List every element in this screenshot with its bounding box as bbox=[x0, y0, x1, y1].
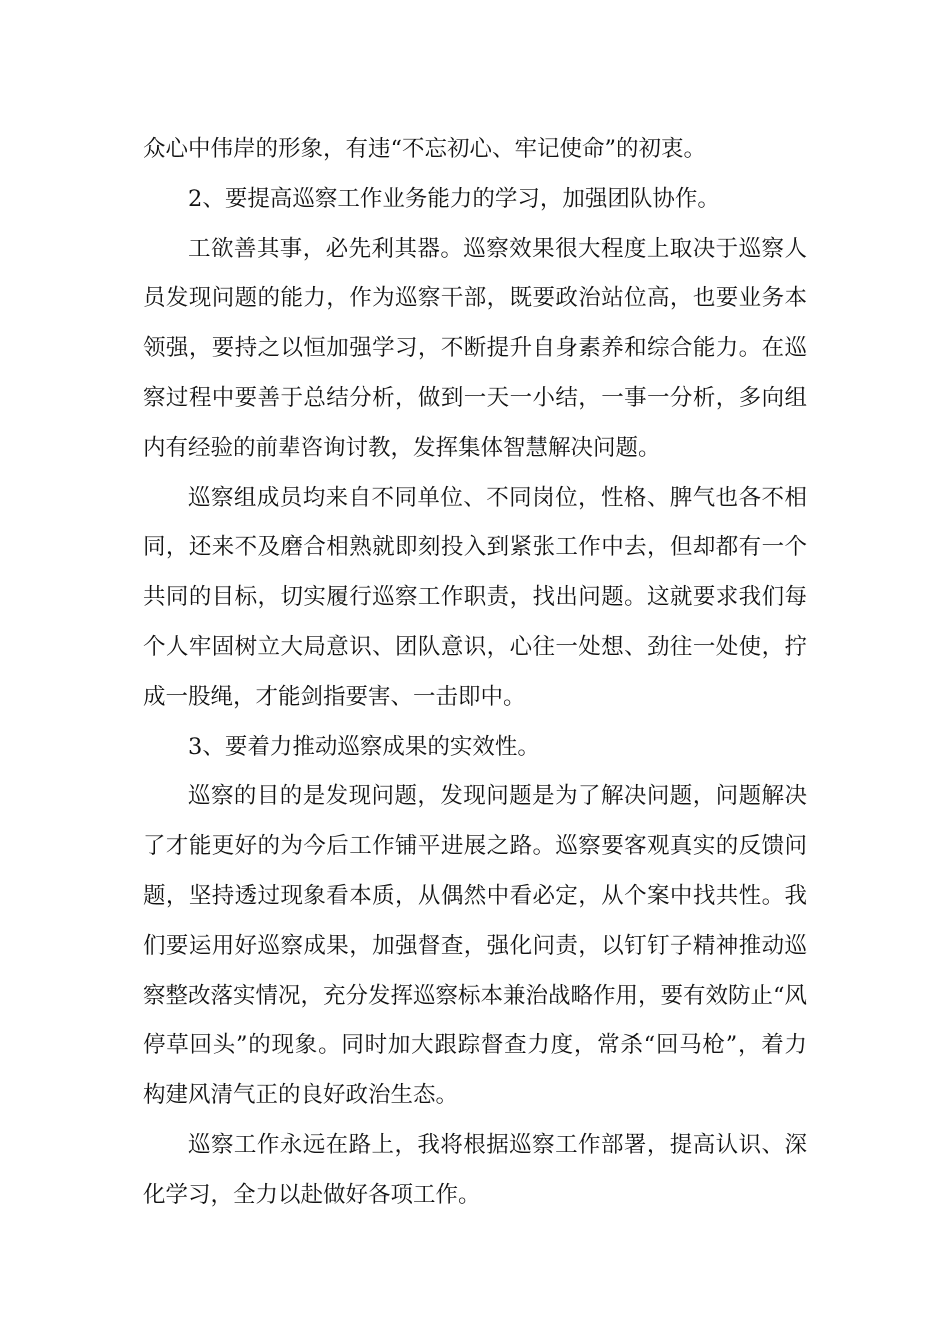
paragraph-4: 巡察组成员均来自不同单位、不同岗位，性格、脾气也各不相同，还来不及磨合相熟就即刻投入到紧张工作中去，但却都有一个共同的目标，切实履行巡察工作职责，找出问题。这就要求我们每个人牢固树立大局意识、团队意识，心往一处想、劲往一处使，拧成一股绳，才能剑指要害、一击即中。 bbox=[143, 484, 807, 710]
paragraph-6: 巡察的目的是发现问题，发现问题是为了解决问题，问题解决了才能更好的为今后工作铺平进展之路。巡察要客观真实的反馈问题，坚持透过现象看本质，从偶然中看必定，从个案中找共性。我们要运用好巡察成果，加强督查，强化问责，以钉钉子精神推动巡察整改落实情况，充分发挥巡察标本兼治战略作用，要有效防止“风停草回头”的现象。同时加大跟踪督查力度，常杀“回马枪”，着力构建风清气正的良好政治生态。 bbox=[143, 783, 808, 1109]
paragraph-3: 工欲善其事，必先利其器。巡察效果很大程度上取决于巡察人员发现问题的能力，作为巡察干部，既要政治站位高，也要业务本领强，要持之以恒加强学习，不断提升自身素养和综合能力。在巡察过程中要善于总结分析，做到一天一小结，一事一分析，多向组内有经验的前辈咨询讨教，发挥集体智慧解决问题。 bbox=[143, 235, 807, 461]
section-heading-2: 2、要提高巡察工作业务能力的学习，加强团队协作。 bbox=[188, 185, 720, 212]
document-body bbox=[143, 125, 807, 1221]
paragraph-7: 巡察工作永远在路上，我将根据巡察工作部署，提高认识、深化学习，全力以赴做好各项工作。 bbox=[143, 1131, 807, 1208]
paragraph-1: 众心中伟岸的形象，有违“不忘初心、牢记使命”的初衷。 bbox=[143, 136, 707, 162]
section-heading-3: 3、要着力推动巡察成果的实效性。 bbox=[188, 733, 540, 760]
